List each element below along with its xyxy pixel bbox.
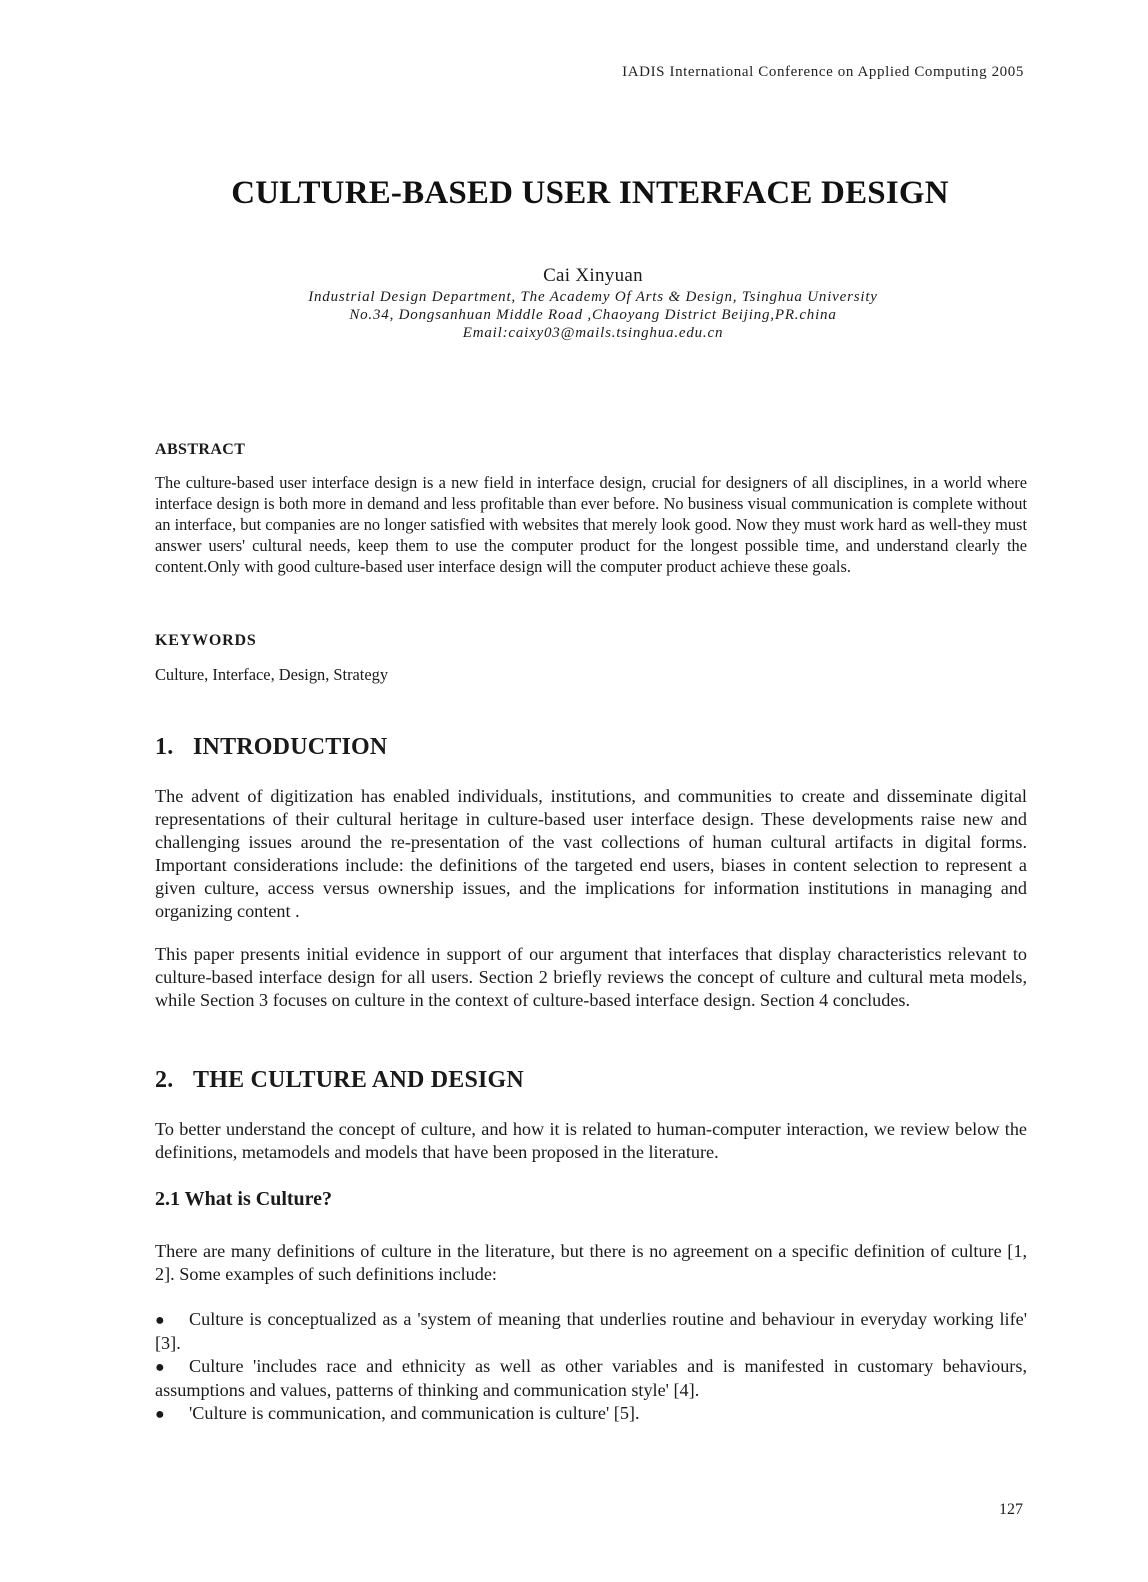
section-2-1-paragraph: There are many definitions of culture in the literature, but there is no agreement on a specific definition of culture [1, 2]. Some examples of such definitions include: [155,1241,1027,1284]
page-number: 127 [999,1501,1023,1518]
section-1-number: 1. [155,734,174,760]
section-2-paragraph-1: To better understand the concept of culture, and how it is related to human-computer interaction, we review below the definitions, metamodels and models that have been proposed in the literature. [155,1119,1027,1162]
bullet-icon: ● [155,1312,165,1329]
definition-list [155,1308,1027,1426]
section-2-heading [155,1067,1027,1094]
list-item-text: Culture is conceptualized as a 'system of meaning that underlies routine and behaviour in everyday working life' [3]. [155,1309,1027,1353]
intro-paragraph-2: This paper presents initial evidence in support of our argument that interfaces that display characteristics relevant to culture-based interface design for all users. Section 2 briefly reviews the concept of culture and cultural meta models, while Section 3 focuses on culture in the context of culture-based interface design. Section 4 concludes. [155,944,1027,1010]
section-1-heading [155,734,1027,761]
section-1-title: INTRODUCTION [193,734,388,760]
affiliation-line-2: No.34, Dongsanhuan Middle Road ,Chaoyang District Beijing,PR.china [349,307,837,323]
keywords-heading: KEYWORDS [155,632,257,649]
subsection-2-1-heading: 2.1 What is Culture? [155,1188,333,1210]
affiliation-line-1: Industrial Design Department, The Academy Of Arts & Design, Tsinghua University [308,289,878,305]
intro-paragraph-1: The advent of digitization has enabled individuals, institutions, and communities to create and disseminate digital representations of their cultural heritage in culture-based user interface design. These developments raise new and challenging issues around the re-presentation of the vast collections of human cultural artifacts in digital forms. Important considerations include: the definitions of the targeted end users, biases in content selection to represent a given culture, access versus ownership issues, and the implications for information institutions in managing and organizing content . [155,786,1027,921]
running-header: IADIS International Conference on Applied Computing 2005 [622,64,1024,80]
list-item-text: Culture 'includes race and ethnicity as well as other variables and is manifested in customary behaviours, assumptions and values, patterns of thinking and communication style' [4]. [155,1356,1027,1400]
abstract-heading: ABSTRACT [155,441,246,458]
list-item [155,1355,1027,1402]
abstract-text: The culture-based user interface design is a new field in interface design, crucial for designers of all disciplines, in a world where interface design is both more in demand and less profitable than ever before. No business visual communication is complete without an interface, but companies are no longer satisfied with websites that merely look good. Now they must work hard as well-they must answer users' cultural needs, keep them to use the computer product for the longest possible time, and understand clearly the content.Only with good culture-based user interface design will the computer product achieve these goals. [155,473,1027,576]
list-item-text: 'Culture is communication, and communication is culture' [5]. [189,1403,640,1423]
bullet-icon: ● [155,1406,165,1423]
keywords-text: Culture, Interface, Design, Strategy [155,665,389,684]
author-name: Cai Xinyuan [543,265,643,286]
paper-title: CULTURE-BASED USER INTERFACE DESIGN [231,175,949,211]
bullet-icon: ● [155,1359,165,1376]
section-2-number: 2. [155,1067,174,1093]
section-2-title: THE CULTURE AND DESIGN [193,1067,524,1093]
list-item [155,1308,1027,1355]
author-block [0,264,1148,342]
author-email: Email:caixy03@mails.tsinghua.edu.cn [462,325,724,341]
list-item [155,1402,1027,1426]
